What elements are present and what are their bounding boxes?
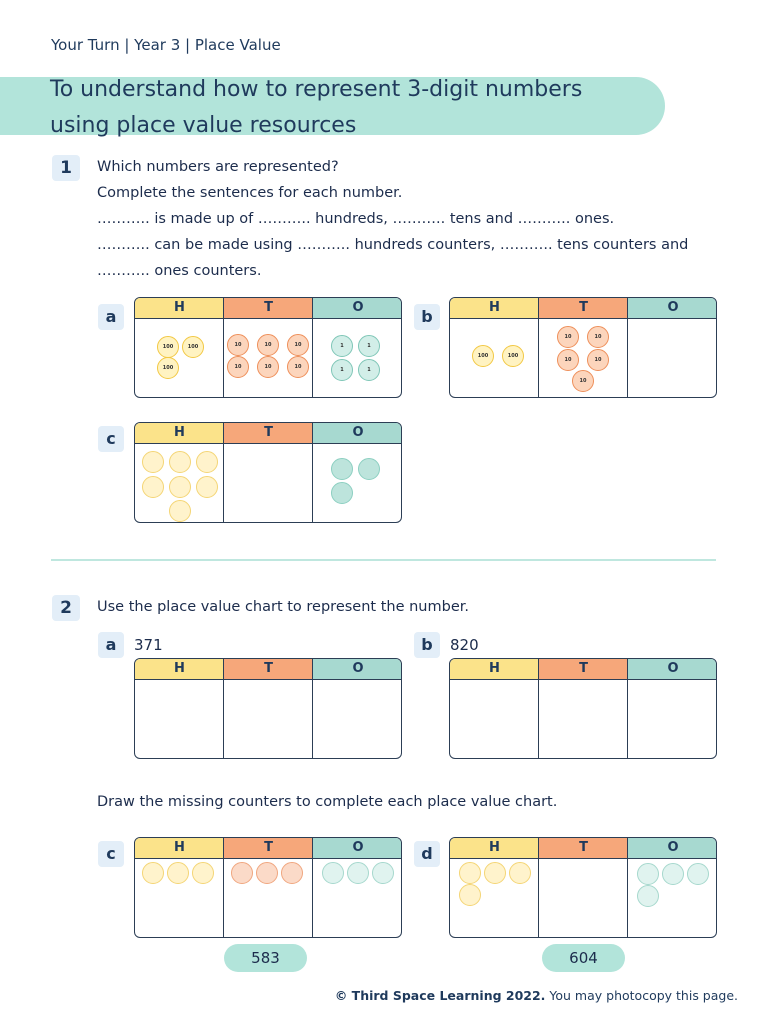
q1-line-1: Which numbers are represented? — [97, 159, 339, 175]
ones-counter — [347, 862, 369, 884]
hundreds-counter — [167, 862, 189, 884]
tens-counter: 10 — [227, 334, 249, 356]
hundreds-counter — [142, 451, 164, 473]
ones-counter — [637, 885, 659, 907]
header-hundreds: H — [450, 838, 539, 859]
ones-counter — [331, 482, 353, 504]
header-ones: O — [313, 659, 402, 680]
column-divider — [538, 838, 539, 937]
ones-counter — [662, 863, 684, 885]
header-hundreds: H — [135, 838, 224, 859]
title-line-1: To understand how to represent 3-digit numbers — [50, 77, 583, 102]
tens-counter: 10 — [557, 349, 579, 371]
header-hundreds: H — [135, 298, 224, 319]
place-value-chart-2b[interactable] — [449, 658, 717, 759]
ones-counter — [322, 862, 344, 884]
part-1c-label: c — [98, 426, 124, 452]
tens-counter: 10 — [587, 326, 609, 348]
header-hundreds: H — [135, 423, 224, 444]
column-divider — [223, 838, 224, 937]
header-hundreds: H — [135, 659, 224, 680]
hundreds-counter: 100 — [502, 345, 524, 367]
hundreds-counter: 100 — [157, 336, 179, 358]
header-ones: O — [628, 659, 717, 680]
header-tens: T — [224, 298, 313, 319]
place-value-chart-1c — [134, 422, 402, 523]
tens-counter — [231, 862, 253, 884]
column-divider — [538, 298, 539, 397]
q1-line-3: ……….. is made up of ……….. hundreds, ……….. tens and ……….. ones. — [97, 211, 615, 227]
hundreds-counter — [192, 862, 214, 884]
tens-counter: 10 — [557, 326, 579, 348]
section-divider — [51, 559, 716, 561]
tens-counter: 10 — [227, 356, 249, 378]
question-2-instruction-2: Draw the missing counters to complete each place value chart. — [97, 794, 558, 810]
hundreds-counter — [484, 862, 506, 884]
header-ones: O — [628, 838, 717, 859]
column-divider — [627, 659, 628, 758]
hundreds-counter: 100 — [157, 357, 179, 379]
tens-counter — [281, 862, 303, 884]
part-1b-label: b — [414, 304, 440, 330]
part-1a-label: a — [98, 304, 124, 330]
part-2c-label: c — [98, 841, 124, 867]
hundreds-counter: 100 — [182, 336, 204, 358]
q1-line-5: ……….. ones counters. — [97, 263, 262, 279]
hundreds-counter — [196, 476, 218, 498]
tens-counter: 10 — [572, 370, 594, 392]
breadcrumb: Your Turn | Year 3 | Place Value — [51, 36, 281, 54]
part-2a-label: a — [98, 632, 124, 658]
ones-counter — [372, 862, 394, 884]
question-1-text — [97, 154, 688, 284]
ones-counter — [331, 458, 353, 480]
header-tens: T — [539, 298, 628, 319]
part-2b-label: b — [414, 632, 440, 658]
question-2-instruction: Use the place value chart to represent the number. — [97, 599, 469, 615]
column-divider — [312, 423, 313, 522]
header-ones: O — [313, 298, 402, 319]
tens-counter — [256, 862, 278, 884]
hundreds-counter — [196, 451, 218, 473]
hundreds-counter — [509, 862, 531, 884]
total-badge-2c: 583 — [224, 944, 307, 972]
place-value-chart-1a — [134, 297, 402, 398]
hundreds-counter — [142, 862, 164, 884]
column-divider — [627, 298, 628, 397]
q1-line-2: Complete the sentences for each number. — [97, 185, 403, 201]
tens-counter: 10 — [287, 334, 309, 356]
footer-brand: © Third Space Learning 2022. — [334, 988, 546, 1003]
q1-line-4: ……….. can be made using ……….. hundreds counters, ……….. tens counters and — [97, 237, 689, 253]
hundreds-counter — [169, 476, 191, 498]
hundreds-counter — [142, 476, 164, 498]
hundreds-counter: 100 — [472, 345, 494, 367]
hundreds-counter — [459, 884, 481, 906]
place-value-chart-2c[interactable] — [134, 837, 402, 938]
header-tens: T — [224, 659, 313, 680]
tens-counter: 10 — [287, 356, 309, 378]
total-badge-2d: 604 — [542, 944, 625, 972]
header-ones: O — [628, 298, 717, 319]
footer-note: You may photocopy this page. — [545, 988, 738, 1003]
place-value-chart-2a[interactable] — [134, 658, 402, 759]
hundreds-counter — [169, 500, 191, 522]
part-2b-number: 820 — [450, 636, 479, 654]
tens-counter: 10 — [257, 334, 279, 356]
ones-counter — [687, 863, 709, 885]
header-ones: O — [313, 838, 402, 859]
place-value-chart-1b — [449, 297, 717, 398]
question-1-number: 1 — [52, 155, 80, 181]
column-divider — [312, 298, 313, 397]
ones-counter — [637, 863, 659, 885]
column-divider — [223, 659, 224, 758]
title-line-2: using place value resources — [50, 113, 357, 138]
hundreds-counter — [169, 451, 191, 473]
header-tens: T — [539, 838, 628, 859]
ones-counter: 1 — [358, 359, 380, 381]
tens-counter: 10 — [587, 349, 609, 371]
header-hundreds: H — [450, 298, 539, 319]
tens-counter: 10 — [257, 356, 279, 378]
column-divider — [627, 838, 628, 937]
footer — [335, 988, 738, 1003]
page-title — [50, 72, 650, 144]
ones-counter: 1 — [331, 359, 353, 381]
part-2a-number: 371 — [134, 636, 163, 654]
column-divider — [312, 838, 313, 937]
column-divider — [312, 659, 313, 758]
hundreds-counter — [459, 862, 481, 884]
column-divider — [223, 298, 224, 397]
ones-counter: 1 — [331, 335, 353, 357]
column-divider — [538, 659, 539, 758]
header-tens: T — [224, 838, 313, 859]
header-hundreds: H — [450, 659, 539, 680]
part-2d-label: d — [414, 841, 440, 867]
column-divider — [223, 423, 224, 522]
header-ones: O — [313, 423, 402, 444]
ones-counter — [358, 458, 380, 480]
header-tens: T — [539, 659, 628, 680]
ones-counter: 1 — [358, 335, 380, 357]
place-value-chart-2d[interactable] — [449, 837, 717, 938]
header-tens: T — [224, 423, 313, 444]
question-2-number: 2 — [52, 595, 80, 621]
